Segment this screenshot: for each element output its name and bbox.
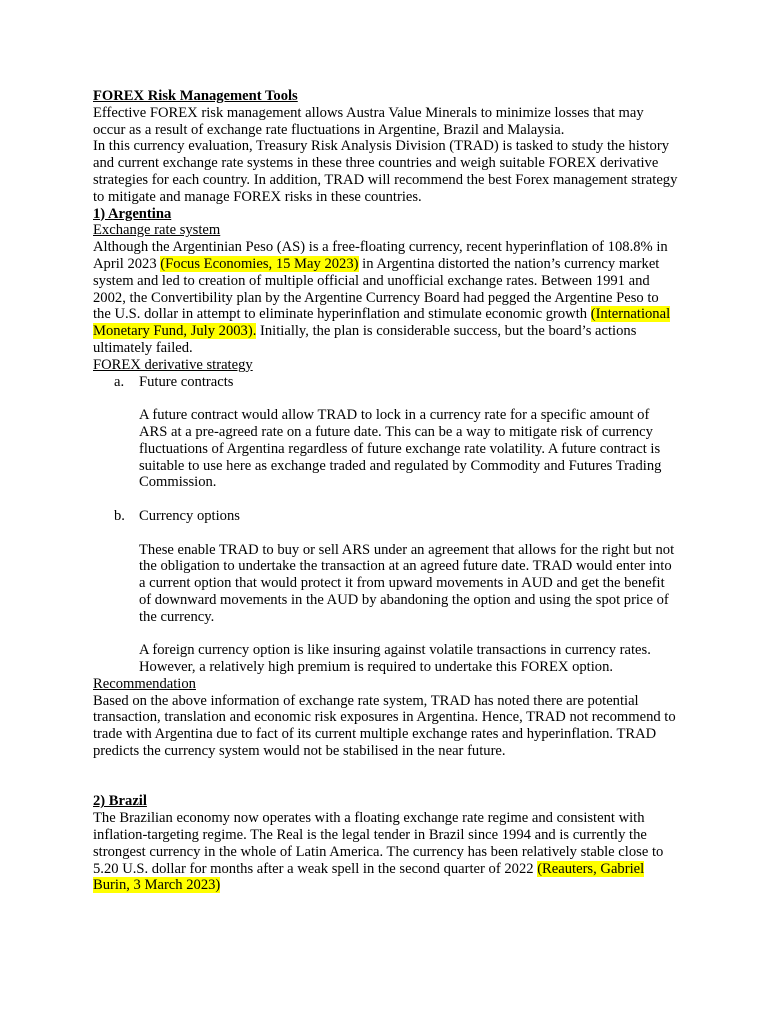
list-item-title: Currency options (139, 507, 240, 524)
list-marker: b. (114, 507, 125, 524)
currency-options-paragraph-1: These enable TRAD to buy or sell ARS under an agreement that allows for the right but not the obligation to undertake the transaction at an agreed future date. TRAD would enter into a current option that would protect it from upward movements in AUD and get the benefit of downward movements in the AUD by abandoning the option and using the spot price of the currency. (139, 541, 675, 625)
citation-focus-economies: (Focus Economies, 15 May 2023) (160, 255, 359, 272)
list-item-a (114, 374, 678, 391)
strategy-heading: FOREX derivative strategy (93, 356, 253, 373)
document-body (93, 88, 678, 894)
intro-paragraph-1: Effective FOREX risk management allows Austra Value Minerals to minimize losses that may occur as a result of exchange rate fluctuations in Argentine, Brazil and Malaysia. (93, 104, 644, 138)
recommendation-paragraph: Based on the above information of exchange rate system, TRAD has noted there are potential transaction, translation and economic risk exposures in Argentina. Hence, TRAD not recommend to trade with Argentina due to fact of its current multiple exchange rates and hyperinflation. TRAD predicts the currency system would not be stabilised in the near future. (93, 692, 676, 760)
currency-options-paragraph-2: A foreign currency option is like insuring against volatile transactions in currency rates. However, a relatively high premium is required to undertake this FOREX option. (139, 642, 651, 676)
citation-reuters: (Reauters, Gabriel Burin, 3 March 2023) (93, 860, 645, 894)
argentina-exchange-paragraph: Although the Argentinian Peso (AS) is a free-floating currency, recent hyperinflation of 108.8% in April 2023 (Focus Economies, 15 May 2023) in Argentina distorted the nation’s currency market system and led to creation of multiple official and unofficial exchange rates. Between 1991 and 2002, the Convertibility plan by the Argentine Currency Board had pegged the Argentine Peso to the U.S. dollar in attempt to eliminate hyperinflation and stimulate economic growth (International Monetary Fund, July 2003). Initially, the plan is considerable success, but the board’s actions ultimately failed. (93, 239, 671, 356)
intro-paragraph-2: In this currency evaluation, Treasury Risk Analysis Division (TRAD) is tasked to study the history and current exchange rate systems in these three countries and weigh suitable FOREX derivative strategies for each country. In addition, TRAD will recommend the best Forex management strategy to mitigate and manage FOREX risks in these countries. (93, 138, 678, 205)
exchange-rate-heading: Exchange rate system (93, 222, 221, 239)
future-contracts-paragraph: A future contract would allow TRAD to lock in a currency rate for a specific amount of ARS at a pre-agreed rate on a future date. This can be a way to mitigate risk of currency fluctuations of Argentina regardless of future exchange rate volatility. A future contract is suitable to use here as exchange traded and regulated by Commodity and Futures Trading Commission. (139, 407, 662, 491)
document-title: FOREX Risk Management Tools (93, 88, 298, 104)
list-item-title: Future contracts (139, 373, 234, 390)
list-marker: a. (114, 373, 125, 390)
argentina-heading: 1) Argentina (93, 205, 172, 222)
list-item-b (114, 508, 678, 525)
citation-imf: (International Monetary Fund, July 2003). (93, 306, 671, 340)
brazil-paragraph: The Brazilian economy now operates with a floating exchange rate regime and consistent with inflation-targeting regime. The Real is the legal tender in Brazil since 1994 and is currently the strongest currency in the whole of Latin America. The currency has been relatively stable close to 5.20 U.S. dollar for months after a weak spell in the second quarter of 2022 (Reauters, Gabriel Burin, 3 March 2023) (93, 810, 664, 894)
recommendation-heading: Recommendation (93, 675, 196, 692)
brazil-heading: 2) Brazil (93, 793, 147, 810)
